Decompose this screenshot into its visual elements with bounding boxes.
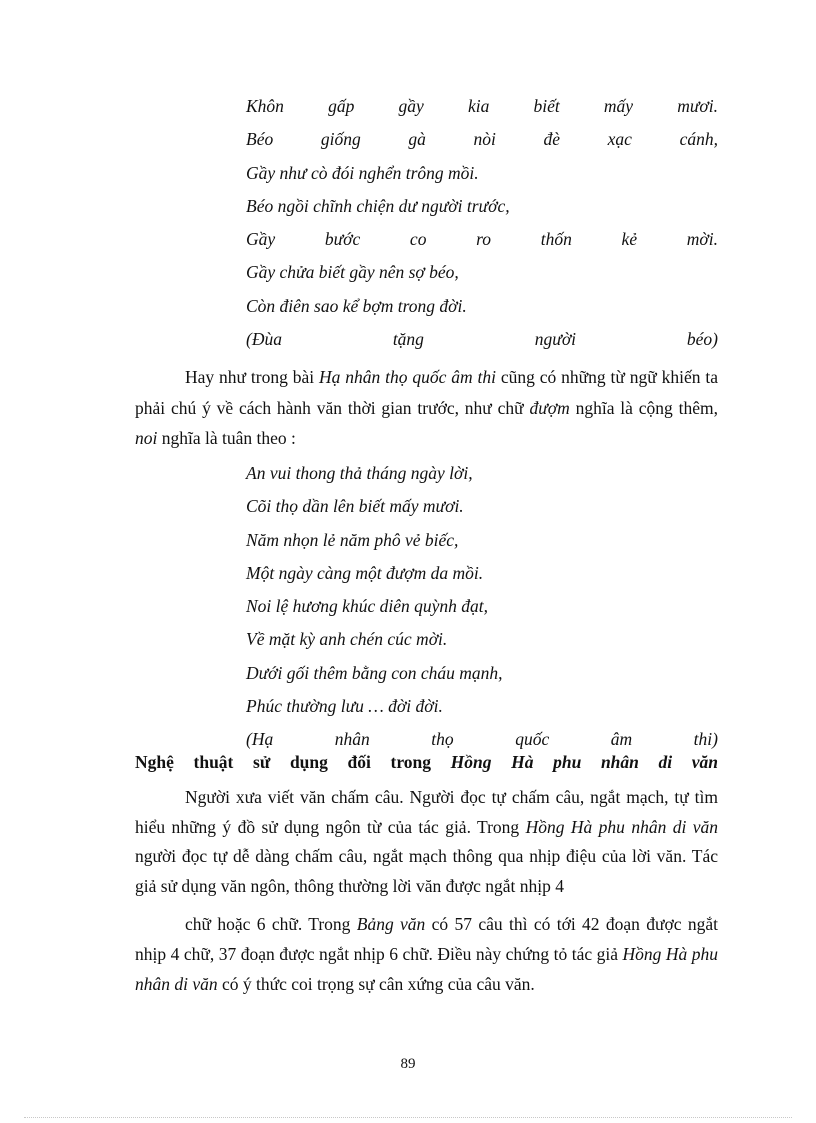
- poem-line: Béo giống gà nòi đè xạc cánh,: [246, 129, 718, 150]
- poem-title-italic: Hạ nhân thọ quốc âm thi: [318, 367, 496, 387]
- word-italic: noi: [135, 428, 158, 448]
- paragraph-1: Hay như trong bài Hạ nhân thọ quốc âm thi cũng có những từ ngữ khiến ta phải chú ý về cách hành văn thời gian trước, như chữ đượm nghĩa là cộng thêm, noi nghĩa là tuân theo :: [135, 367, 718, 448]
- poem-line: Gầy bước co ro thốn kẻ mời.: [246, 229, 718, 250]
- poem-line: Năm nhọn lẻ năm phô vẻ biếc,: [246, 529, 459, 550]
- poem-line: Khôn gấp gầy kia biết mấy mươi.: [246, 96, 718, 116]
- section-heading: Nghệ thuật sử dụng đối trong Hồng Hà phu nhân di văn: [135, 752, 719, 772]
- paragraph-3: chữ hoặc 6 chữ. Trong Bảng văn có 57 câu thì có tới 42 đoạn được ngắt nhịp 4 chữ, 37 đoạn được ngắt nhịp 6 chữ. Điều này chứng tỏ tác giả Hồng Hà phu nhân di văn có ý thức coi trọng sự cân xứng của câu văn.: [135, 914, 718, 994]
- page-number: 89: [400, 1056, 416, 1072]
- poem-line: An vui thong thả tháng ngày lời,: [246, 463, 473, 483]
- poem-line: Gầy chửa biết gầy nên sợ béo,: [246, 262, 459, 283]
- page-bottom-rule: [24, 1117, 792, 1118]
- poem-line: Noi lệ hương khúc diên quỳnh đạt,: [246, 596, 488, 617]
- poem-line: Cõi thọ dần lên biết mấy mươi.: [246, 496, 464, 517]
- paragraph-2: Người xưa viết văn chấm câu. Người đọc tự chấm câu, ngắt mạch, tự tìm hiểu những ý đồ sử dụng ngôn từ của tác giả. Trong Hồng Hà phu nhân di văn người đọc tự dễ dàng chấm câu, ngắt mạch thông qua nhịp điệu của lời văn. Tác giả sử dụng văn ngôn, thông thường lời văn được ngắt nhịp 4: [135, 787, 719, 896]
- poem-attribution: (Đùa tặng người béo): [246, 329, 718, 350]
- poem-line: Một ngày càng một đượm da mồi.: [246, 562, 484, 583]
- poem-line: Về mặt kỳ anh chén cúc mời.: [246, 629, 448, 650]
- poem-2: [246, 457, 718, 757]
- poem-line: Dưới gối thêm bằng con cháu mạnh,: [246, 662, 503, 683]
- poem-line: Gầy như cò đói nghển trông mồi.: [246, 162, 479, 183]
- poem-line: Béo ngồi chĩnh chiện dư người trước,: [246, 195, 510, 216]
- poem-line: Còn điên sao kể bợm trong đời.: [246, 295, 467, 316]
- word-italic: đượm: [529, 397, 570, 418]
- poem-1: [246, 90, 718, 356]
- poem-line: Phúc thường lưu … đời đời.: [246, 696, 443, 717]
- poem-attribution: (Hạ nhân thọ quốc âm thi): [246, 729, 718, 750]
